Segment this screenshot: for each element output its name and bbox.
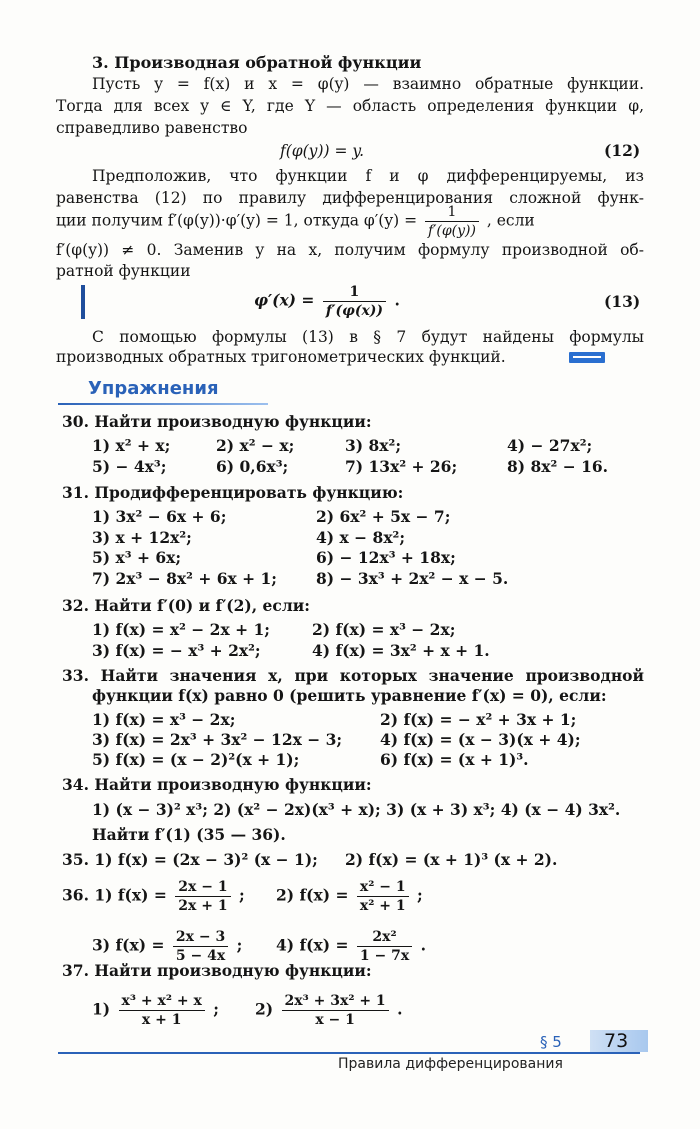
exercise-33-line-2: функции f(x) равно 0 (решить уравнение f′(x) = 0), если: — [92, 686, 607, 705]
ex30-item: 7) 13x² + 26; — [345, 457, 458, 476]
fraction-numerator: x³ + x² + x — [119, 993, 205, 1011]
ex34-find-derivative: Найти f′(1) (35 — 36). — [92, 825, 286, 844]
exercise-34 — [62, 775, 372, 795]
paragraph-1-line-2: Тогда для всех y ∈ Y, где Y — область определения функции φ, — [56, 97, 644, 115]
exercise-33-number: 33. — [62, 666, 89, 685]
fraction-numerator: 2x − 1 — [175, 879, 230, 897]
ex32-item: 3) f(x) = − x³ + 2x²; — [92, 641, 261, 660]
ex33-item: 3) f(x) = 2x³ + 3x² − 12x − 3; — [92, 730, 343, 749]
paragraph-1-line-3: справедливо равенство — [56, 119, 248, 137]
paragraph-2-line-3-tail: , если — [486, 211, 535, 230]
ex31-item: 4) x − 8x²; — [316, 528, 406, 547]
fraction-numerator: 2x − 3 — [173, 929, 228, 947]
fraction-numerator: x² − 1 — [357, 879, 409, 897]
ex30-item: 4) − 27x²; — [507, 436, 593, 455]
ex36-item-2-suffix: ; — [417, 885, 423, 905]
exercise-35-item-1: 1) f(x) = (2x − 3)² (x − 1); — [94, 850, 318, 869]
ex33-item: 4) f(x) = (x − 3)(x + 4); — [380, 730, 581, 749]
equation-13-fraction — [323, 284, 386, 319]
exercise-32-text: Найти f′(0) и f′(2), если: — [94, 596, 310, 615]
equation-12: f(φ(y)) = y. — [280, 142, 365, 160]
ex36-item-3 — [92, 929, 242, 964]
ex31-item: 6) − 12x³ + 18x; — [316, 548, 456, 567]
ex31-item: 2) 6x² + 5x − 7; — [316, 507, 451, 526]
exercise-35 — [62, 850, 318, 870]
ex36-item-4 — [276, 929, 426, 964]
exercise-33-line-1: Найти значения x, при которых значение производной — [100, 666, 644, 685]
ex33-item: 2) f(x) = − x² + 3x + 1; — [380, 710, 577, 729]
exercise-37 — [62, 961, 372, 981]
exercise-30-number: 30. — [62, 412, 89, 431]
paragraph-2-line-4: f′(φ(y)) ≠ 0. Заменив y на x, получим формулу производной об- — [56, 241, 644, 259]
exercise-34-number: 34. — [62, 775, 89, 794]
ex36-item-4-prefix: 4) f(x) = — [276, 935, 349, 955]
exercise-30-text: Найти производную функции: — [94, 412, 372, 431]
exercise-36-number: 36. — [62, 885, 89, 905]
footer-chapter-title: Правила дифференцирования — [338, 1056, 563, 1072]
footer-section: § 5 — [540, 1033, 562, 1051]
exercise-31-text: Продифференцировать функцию: — [94, 483, 404, 502]
equation-12-number: (12) — [604, 141, 641, 160]
fraction-denominator: f′(φ(y)) — [428, 223, 476, 239]
paragraph-3-line-2: производных обратных тригонометрических функций. — [56, 348, 506, 366]
ex36-item-2 — [276, 879, 423, 914]
exercise-32-number: 32. — [62, 596, 89, 615]
page-number: 73 — [604, 1030, 629, 1052]
ex34-items: 1) (x − 3)² x³; 2) (x² − 2x)(x³ + x); 3) (x + 3) x³; 4) (x − 4) 3x². — [92, 800, 621, 819]
ex37-item-1-prefix: 1) — [92, 999, 111, 1019]
exercises-underline — [58, 403, 268, 405]
ex30-item: 8) 8x² − 16. — [507, 457, 609, 476]
fraction-denominator: 2x + 1 — [178, 898, 228, 914]
ex36-item-3-fraction — [173, 929, 228, 964]
equation-13-dot: . — [394, 290, 400, 310]
fraction-denominator: x² + 1 — [359, 898, 406, 914]
ex37-item-1 — [92, 993, 219, 1028]
ex33-item: 5) f(x) = (x − 2)²(x + 1); — [92, 750, 300, 769]
exercise-30 — [62, 412, 372, 432]
paragraph-1-line-1: Пусть y = f(x) и x = φ(y) — взаимно обратные функции. — [92, 75, 644, 93]
paragraph-2-line-2: равенства (12) по правилу дифференцирования сложной функ- — [56, 189, 644, 207]
ex30-item: 3) 8x²; — [345, 436, 402, 455]
fraction-numerator: 2x² — [357, 929, 412, 947]
ex37-item-2-suffix: . — [397, 999, 403, 1019]
equation-13 — [254, 284, 400, 319]
fraction-denominator: 1 − 7x — [359, 948, 410, 964]
ex37-item-2-prefix: 2) — [255, 999, 274, 1019]
ex37-item-1-fraction — [119, 993, 205, 1028]
fraction-numerator: 1 — [425, 204, 479, 222]
ex36-item-3-suffix: ; — [236, 935, 243, 955]
paragraph-2-line-1: Предположив, что функции f и φ дифференцируемы, из — [92, 167, 644, 185]
ex31-item: 7) 2x³ − 8x² + 6x + 1; — [92, 569, 278, 588]
equation-13-lhs: φ′(x) = — [254, 290, 315, 310]
equation-13-numerator: 1 — [323, 284, 386, 302]
ex36-item-1-prefix: 1) f(x) = — [94, 885, 167, 905]
exercise-31 — [62, 483, 403, 503]
ex32-item: 1) f(x) = x² − 2x + 1; — [92, 620, 270, 639]
exercise-35-number: 35. — [62, 850, 89, 869]
end-of-section-icon — [569, 352, 605, 363]
ex30-item: 1) x² + x; — [92, 436, 171, 455]
ex36-item-4-fraction — [357, 929, 412, 964]
ex31-item: 3) x + 12x²; — [92, 528, 192, 547]
exercise-32 — [62, 596, 310, 616]
ex36-item-4-suffix: . — [420, 935, 427, 955]
exercise-37-number: 37. — [62, 961, 89, 980]
formula-highlight-bar — [81, 285, 85, 319]
ex31-item: 5) x³ + 6x; — [92, 548, 182, 567]
ex36-item-1-suffix: ; — [238, 885, 245, 905]
inverse-derivative-fraction — [425, 204, 479, 239]
paragraph-2-line-5: ратной функции — [56, 262, 191, 280]
exercise-31-number: 31. — [62, 483, 89, 502]
exercise-34-text: Найти производную функции: — [94, 775, 372, 794]
ex30-item: 6) 0,6x³; — [216, 457, 289, 476]
fraction-denominator: x − 1 — [315, 1012, 355, 1028]
paragraph-3-line-1: С помощью формулы (13) в § 7 будут найдены формулы — [92, 328, 644, 346]
ex37-item-2 — [255, 993, 402, 1028]
ex30-item: 2) x² − x; — [216, 436, 295, 455]
ex36-item-3-prefix: 3) f(x) = — [92, 935, 165, 955]
ex36-item-2-fraction — [357, 879, 409, 914]
exercises-heading: Упражнения — [88, 378, 219, 399]
ex31-item: 8) − 3x³ + 2x² − x − 5. — [316, 569, 509, 588]
fraction-numerator: 2x³ + 3x² + 1 — [282, 993, 389, 1011]
ex32-item: 4) f(x) = 3x² + x + 1. — [312, 641, 490, 660]
ex37-item-2-fraction — [282, 993, 389, 1028]
ex33-item: 1) f(x) = x³ − 2x; — [92, 710, 236, 729]
exercise-37-text: Найти производную функции: — [94, 961, 372, 980]
equation-13-number: (13) — [604, 292, 641, 311]
fraction-denominator: x + 1 — [141, 1012, 182, 1028]
ex37-item-1-suffix: ; — [213, 999, 219, 1019]
exercise-35-item-2: 2) f(x) = (x + 1)³ (x + 2). — [345, 850, 558, 869]
ex36-item-2-prefix: 2) f(x) = — [276, 885, 349, 905]
ex36-item-1-fraction — [175, 879, 230, 914]
paragraph-2-line-3-text: ции получим f′(φ(y))·φ′(y) = 1, откуда φ′(y) = — [56, 211, 418, 230]
exercise-36 — [62, 879, 245, 914]
section-title: 3. Производная обратной функции — [92, 53, 422, 72]
equation-13-denominator: f′(φ(x)) — [325, 303, 384, 319]
ex32-item: 2) f(x) = x³ − 2x; — [312, 620, 456, 639]
fraction-denominator: 5 − 4x — [175, 948, 226, 964]
exercise-33 — [62, 666, 644, 686]
paragraph-2-line-3 — [56, 204, 644, 239]
ex30-item: 5) − 4x³; — [92, 457, 167, 476]
footer-rule — [58, 1052, 640, 1054]
ex31-item: 1) 3x² − 6x + 6; — [92, 507, 227, 526]
ex33-item: 6) f(x) = (x + 1)³. — [380, 750, 529, 769]
